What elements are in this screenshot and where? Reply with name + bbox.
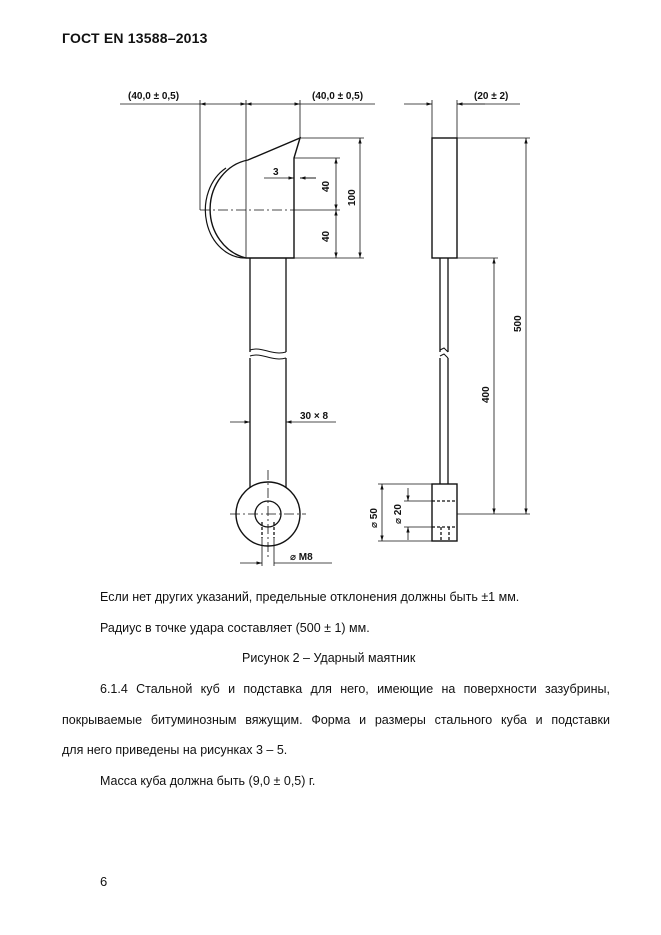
paragraph-line-3: для него приведены на рисунках 3 – 5. — [62, 743, 288, 757]
side-head — [432, 138, 457, 258]
dim-thickness: (20 ± 2) — [474, 91, 509, 102]
dim-width-left: (40,0 ± 0,5) — [128, 91, 180, 102]
rod-break — [250, 349, 286, 353]
tolerance-note: Если нет других указаний, предельные отклонения должны быть ±1 мм. — [100, 590, 520, 604]
dim-dia-outer: ⌀ 50 — [369, 508, 380, 528]
dim-half-upper: 40 — [321, 180, 332, 192]
radius-note: Радиус в точке удара составляет (500 ± 1) мм. — [100, 621, 370, 635]
side-eye — [432, 484, 457, 541]
mass-note: Масса куба должна быть (9,0 ± 0,5) г. — [100, 774, 316, 788]
dim-half-lower: 40 — [321, 230, 332, 242]
document-header: ГОСТ EN 13588–2013 — [62, 30, 208, 46]
dim-notch: 3 — [273, 167, 279, 178]
dim-dia-inner: ⌀ 20 — [393, 504, 404, 524]
dim-section: 30 × 8 — [300, 411, 329, 422]
dim-head-height: 100 — [347, 189, 358, 206]
dim-length-total: 500 — [513, 315, 524, 332]
figure-caption: Рисунок 2 – Ударный маятник — [242, 651, 416, 665]
page-number: 6 — [100, 874, 108, 889]
paragraph-line-1: 6.1.4 Стальной куб и подставка для него, имеющие на поверхности зазубрины, — [100, 682, 610, 696]
dim-thread: ⌀ M8 — [290, 552, 313, 563]
pendulum-head — [210, 138, 300, 258]
paragraph-line-2: покрываемые битуминозным вяжущим. Форма и размеры стального куба и подставки — [62, 713, 610, 727]
dim-width-right: (40,0 ± 0,5) — [312, 91, 364, 102]
dim-length-rod: 400 — [481, 386, 492, 403]
